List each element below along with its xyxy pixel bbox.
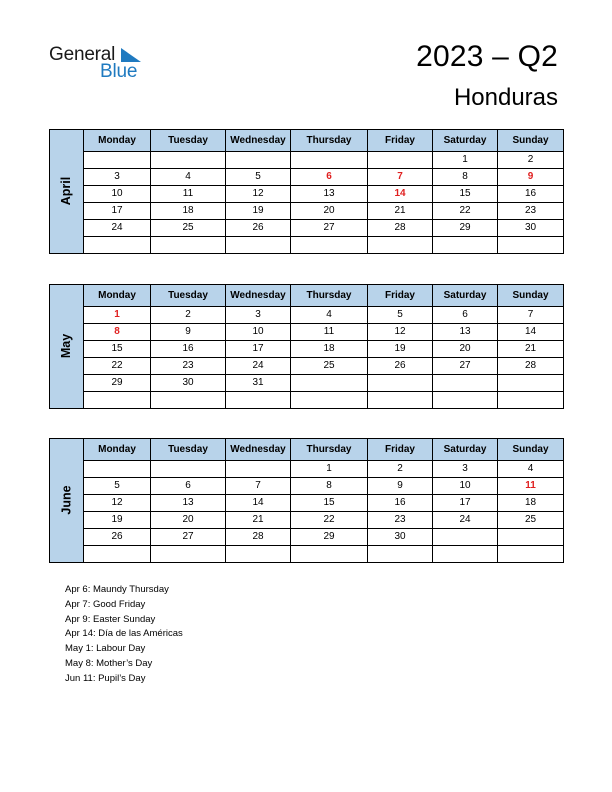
week-row	[50, 392, 564, 409]
day-cell: 28	[368, 220, 433, 237]
day-cell: 28	[498, 358, 564, 375]
day-cell: 20	[151, 512, 226, 529]
day-cell: 23	[498, 203, 564, 220]
day-cell: 23	[151, 358, 226, 375]
month-calendar-april	[49, 129, 564, 254]
month-name: April	[59, 176, 74, 205]
month-label-cell	[50, 439, 84, 563]
day-cell	[291, 546, 368, 563]
day-cell	[368, 375, 433, 392]
day-cell	[84, 546, 151, 563]
page-title-country: Honduras	[453, 84, 558, 111]
day-cell	[84, 237, 151, 254]
day-cell: 17	[226, 341, 291, 358]
day-cell	[226, 392, 291, 409]
holiday-notes	[65, 583, 183, 687]
day-cell: 6	[433, 307, 498, 324]
day-cell: 8	[433, 169, 498, 186]
week-row	[50, 186, 564, 203]
day-cell	[291, 375, 368, 392]
day-cell	[498, 237, 564, 254]
day-cell: 2	[368, 461, 433, 478]
day-cell	[433, 375, 498, 392]
day-cell: 18	[498, 495, 564, 512]
day-cell: 21	[368, 203, 433, 220]
week-row	[50, 546, 564, 563]
weekday-header: Monday	[84, 439, 151, 461]
day-cell	[433, 392, 498, 409]
holiday-note: Jun 11: Pupil’s Day	[65, 672, 146, 684]
day-cell: 4	[291, 307, 368, 324]
day-cell	[226, 237, 291, 254]
day-cell: 20	[433, 341, 498, 358]
week-row	[50, 358, 564, 375]
day-cell: 14	[368, 186, 433, 203]
day-cell: 30	[151, 375, 226, 392]
brand-logo	[49, 44, 149, 84]
day-cell: 2	[151, 307, 226, 324]
day-cell	[368, 152, 433, 169]
week-row	[50, 512, 564, 529]
day-cell: 13	[291, 186, 368, 203]
day-cell: 28	[226, 529, 291, 546]
day-cell	[84, 152, 151, 169]
day-cell: 26	[368, 358, 433, 375]
weekday-header: Monday	[84, 285, 151, 307]
day-cell: 15	[84, 341, 151, 358]
week-row	[50, 461, 564, 478]
day-cell: 25	[291, 358, 368, 375]
day-cell	[291, 392, 368, 409]
day-cell	[433, 237, 498, 254]
day-cell	[498, 375, 564, 392]
brand-name-blue: Blue	[100, 61, 138, 82]
day-cell: 12	[368, 324, 433, 341]
weekday-header: Tuesday	[151, 285, 226, 307]
day-cell: 22	[433, 203, 498, 220]
weekday-header: Thursday	[291, 439, 368, 461]
day-cell	[368, 546, 433, 563]
holiday-note: May 1: Labour Day	[65, 643, 146, 655]
day-cell: 18	[291, 341, 368, 358]
day-cell: 6	[151, 478, 226, 495]
day-cell: 21	[498, 341, 564, 358]
day-cell: 23	[368, 512, 433, 529]
week-row	[50, 341, 564, 358]
month-calendar-june	[49, 438, 564, 563]
day-cell	[433, 529, 498, 546]
holiday-note: Apr 7: Good Friday	[65, 598, 146, 610]
week-row	[50, 307, 564, 324]
day-cell: 19	[368, 341, 433, 358]
week-row	[50, 495, 564, 512]
day-cell: 27	[151, 529, 226, 546]
day-cell	[226, 152, 291, 169]
day-cell: 24	[226, 358, 291, 375]
holiday-note: Apr 14: Día de las Américas	[65, 628, 183, 640]
day-cell: 29	[84, 375, 151, 392]
weekday-header: Tuesday	[151, 130, 226, 152]
day-cell: 22	[291, 512, 368, 529]
day-cell	[498, 546, 564, 563]
day-cell	[84, 392, 151, 409]
day-cell: 16	[368, 495, 433, 512]
day-cell: 4	[498, 461, 564, 478]
weekday-header: Thursday	[291, 285, 368, 307]
day-cell: 9	[368, 478, 433, 495]
day-cell	[151, 461, 226, 478]
day-cell: 24	[433, 512, 498, 529]
day-cell	[151, 237, 226, 254]
day-cell	[368, 237, 433, 254]
weekday-header: Wednesday	[226, 439, 291, 461]
day-cell	[151, 392, 226, 409]
week-row	[50, 220, 564, 237]
day-cell: 13	[151, 495, 226, 512]
day-cell: 16	[498, 186, 564, 203]
weekday-header: Sunday	[498, 285, 564, 307]
day-cell: 31	[226, 375, 291, 392]
month-label-cell	[50, 130, 84, 254]
day-cell: 10	[433, 478, 498, 495]
weekday-header: Wednesday	[226, 285, 291, 307]
day-cell	[226, 546, 291, 563]
month-label-cell	[50, 285, 84, 409]
weekday-header: Thursday	[291, 130, 368, 152]
day-cell: 19	[226, 203, 291, 220]
day-cell: 22	[84, 358, 151, 375]
weekday-header: Sunday	[498, 439, 564, 461]
day-cell: 11	[291, 324, 368, 341]
weekday-header: Wednesday	[226, 130, 291, 152]
day-cell: 16	[151, 341, 226, 358]
day-cell: 9	[151, 324, 226, 341]
day-cell	[498, 392, 564, 409]
day-cell	[498, 529, 564, 546]
day-cell: 12	[226, 186, 291, 203]
day-cell: 2	[498, 152, 564, 169]
weekday-header: Friday	[368, 130, 433, 152]
day-cell: 14	[498, 324, 564, 341]
day-cell: 17	[84, 203, 151, 220]
day-cell: 10	[84, 186, 151, 203]
day-cell: 11	[151, 186, 226, 203]
weekday-header: Monday	[84, 130, 151, 152]
day-cell: 15	[291, 495, 368, 512]
day-cell: 9	[498, 169, 564, 186]
brand-triangle-icon	[121, 48, 141, 62]
day-cell: 8	[291, 478, 368, 495]
weekday-header: Sunday	[498, 130, 564, 152]
day-cell: 26	[84, 529, 151, 546]
day-cell: 20	[291, 203, 368, 220]
weekday-header: Saturday	[433, 439, 498, 461]
day-cell: 12	[84, 495, 151, 512]
brand-name-general: General	[49, 44, 116, 65]
day-cell: 24	[84, 220, 151, 237]
day-cell: 4	[151, 169, 226, 186]
day-cell	[433, 546, 498, 563]
day-cell	[226, 461, 291, 478]
holiday-note: Apr 6: Maundy Thursday	[65, 584, 169, 595]
day-cell: 11	[498, 478, 564, 495]
day-cell: 7	[498, 307, 564, 324]
day-cell: 8	[84, 324, 151, 341]
week-row	[50, 478, 564, 495]
day-cell: 7	[226, 478, 291, 495]
holiday-note: Apr 9: Easter Sunday	[65, 613, 156, 625]
day-cell: 3	[226, 307, 291, 324]
day-cell: 1	[291, 461, 368, 478]
day-cell	[151, 152, 226, 169]
day-cell: 5	[84, 478, 151, 495]
day-cell: 10	[226, 324, 291, 341]
day-cell: 6	[291, 169, 368, 186]
week-row	[50, 237, 564, 254]
day-cell: 1	[433, 152, 498, 169]
weekday-header: Saturday	[433, 285, 498, 307]
day-cell: 27	[291, 220, 368, 237]
day-cell: 13	[433, 324, 498, 341]
weekday-header: Friday	[368, 285, 433, 307]
day-cell: 14	[226, 495, 291, 512]
week-row	[50, 529, 564, 546]
day-cell: 30	[498, 220, 564, 237]
week-row	[50, 152, 564, 169]
day-cell: 3	[433, 461, 498, 478]
page-title-year: 2023 – Q2	[416, 40, 558, 73]
day-cell: 5	[226, 169, 291, 186]
day-cell: 29	[291, 529, 368, 546]
day-cell: 27	[433, 358, 498, 375]
month-name: May	[59, 333, 74, 358]
day-cell: 30	[368, 529, 433, 546]
holiday-note: May 8: Mother’s Day	[65, 657, 153, 669]
day-cell: 7	[368, 169, 433, 186]
month-calendar-may	[49, 284, 564, 409]
day-cell	[151, 546, 226, 563]
week-row	[50, 375, 564, 392]
weekday-header: Saturday	[433, 130, 498, 152]
month-name: June	[59, 484, 74, 515]
week-row	[50, 169, 564, 186]
day-cell: 25	[151, 220, 226, 237]
day-cell: 15	[433, 186, 498, 203]
day-cell: 29	[433, 220, 498, 237]
weekday-header: Tuesday	[151, 439, 226, 461]
day-cell: 5	[368, 307, 433, 324]
weekday-header: Friday	[368, 439, 433, 461]
day-cell	[84, 461, 151, 478]
day-cell	[291, 152, 368, 169]
day-cell: 19	[84, 512, 151, 529]
day-cell: 25	[498, 512, 564, 529]
day-cell	[291, 237, 368, 254]
day-cell: 1	[84, 307, 151, 324]
day-cell	[368, 392, 433, 409]
day-cell: 26	[226, 220, 291, 237]
day-cell: 18	[151, 203, 226, 220]
day-cell: 3	[84, 169, 151, 186]
week-row	[50, 203, 564, 220]
week-row	[50, 324, 564, 341]
day-cell: 17	[433, 495, 498, 512]
day-cell: 21	[226, 512, 291, 529]
